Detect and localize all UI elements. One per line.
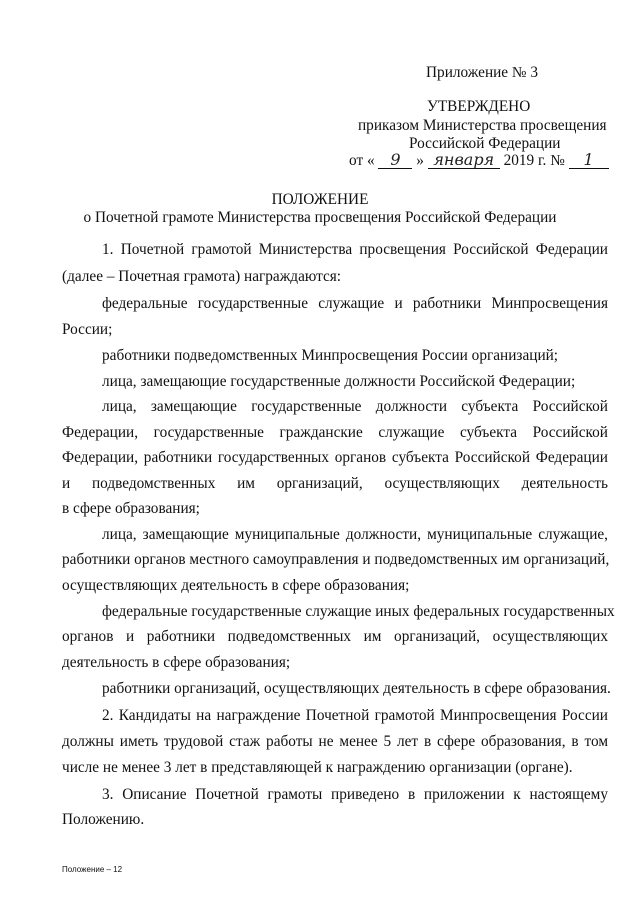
order-date-line [349,152,609,170]
paragraph-5-line-1: лица, замещающие государственные должности субъекта Российской [102,398,608,415]
paragraph-4: лица, замещающие государственные должности Российской Федерации; [102,373,576,390]
document-title: ПОЛОЖЕНИЕ [271,191,369,208]
paragraph-1-line-1: 1. Почетной грамотой Министерства просвещения Российской Федерации [102,241,608,258]
paragraph-7-line-2: органов и работники подведомственных им организаций, осуществляющих [62,628,608,645]
paragraph-8: работники организаций, осуществляющих деятельность в сфере образования. [102,680,611,697]
paragraph-9-line-2: должны иметь трудовой стаж работы не менее 5 лет в сфере образования, в том [62,733,608,750]
paragraph-6-line-3: осуществляющих деятельность в сфере образования; [62,577,410,594]
date-year: 2019 г. № [503,152,565,169]
date-sep: » [416,152,424,169]
paragraph-7-line-3: деятельность в сфере образования; [62,654,291,671]
paragraph-10-line-2: Положению. [62,811,145,828]
date-day: 9 [378,152,412,169]
date-month: января [428,152,500,169]
paragraph-2-line-2: России; [62,321,113,338]
paragraph-1-line-2: (далее – Почетная грамота) награждаются: [62,268,342,285]
paragraph-9-line-3: числе не менее 3 лет в представляющей к награждению организации (органе). [62,759,573,776]
approval-stamp: УТВЕРЖДЕНО [427,98,531,115]
date-prefix: от « [349,152,375,169]
paragraph-5-line-3: Федерации, работники государственных органов субъекта Российской Федерации [62,449,608,466]
paragraph-2-line-1: федеральные государственные служащие и работники Минпросвещения [102,295,608,312]
paragraph-5-line-4: и подведомственных им организаций, осуществляющих деятельность [62,475,608,492]
order-line-2: Российской Федерации [409,135,561,152]
order-number: 1 [569,152,609,169]
paragraph-7-line-1: федеральные государственные служащие иных федеральных государственных [102,603,615,620]
document-subtitle: о Почетной грамоте Министерства просвещения Российской Федерации [83,209,557,226]
paragraph-10-line-1: 3. Описание Почетной грамоты приведено в приложении к настоящему [102,786,608,803]
paragraph-6-line-2: работники органов местного самоуправления и подведомственных им организаций, [62,551,610,568]
paragraph-5-line-2: Федерации, государственные гражданские служащие субъекта Российской [62,424,608,441]
page-footer: Положение – 12 [62,865,123,874]
paragraph-9-line-1: 2. Кандидаты на награждение Почетной грамотой Минпросвещения России [102,707,608,724]
paragraph-6-line-1: лица, замещающие муниципальные должности, муниципальные служащие, [102,526,608,543]
appendix-label: Приложение № 3 [426,64,538,81]
order-line-1: приказом Министерства просвещения [358,117,607,134]
paragraph-5-line-5: в сфере образования; [62,500,200,517]
paragraph-3: работники подведомственных Минпросвещения России организаций; [102,347,559,364]
